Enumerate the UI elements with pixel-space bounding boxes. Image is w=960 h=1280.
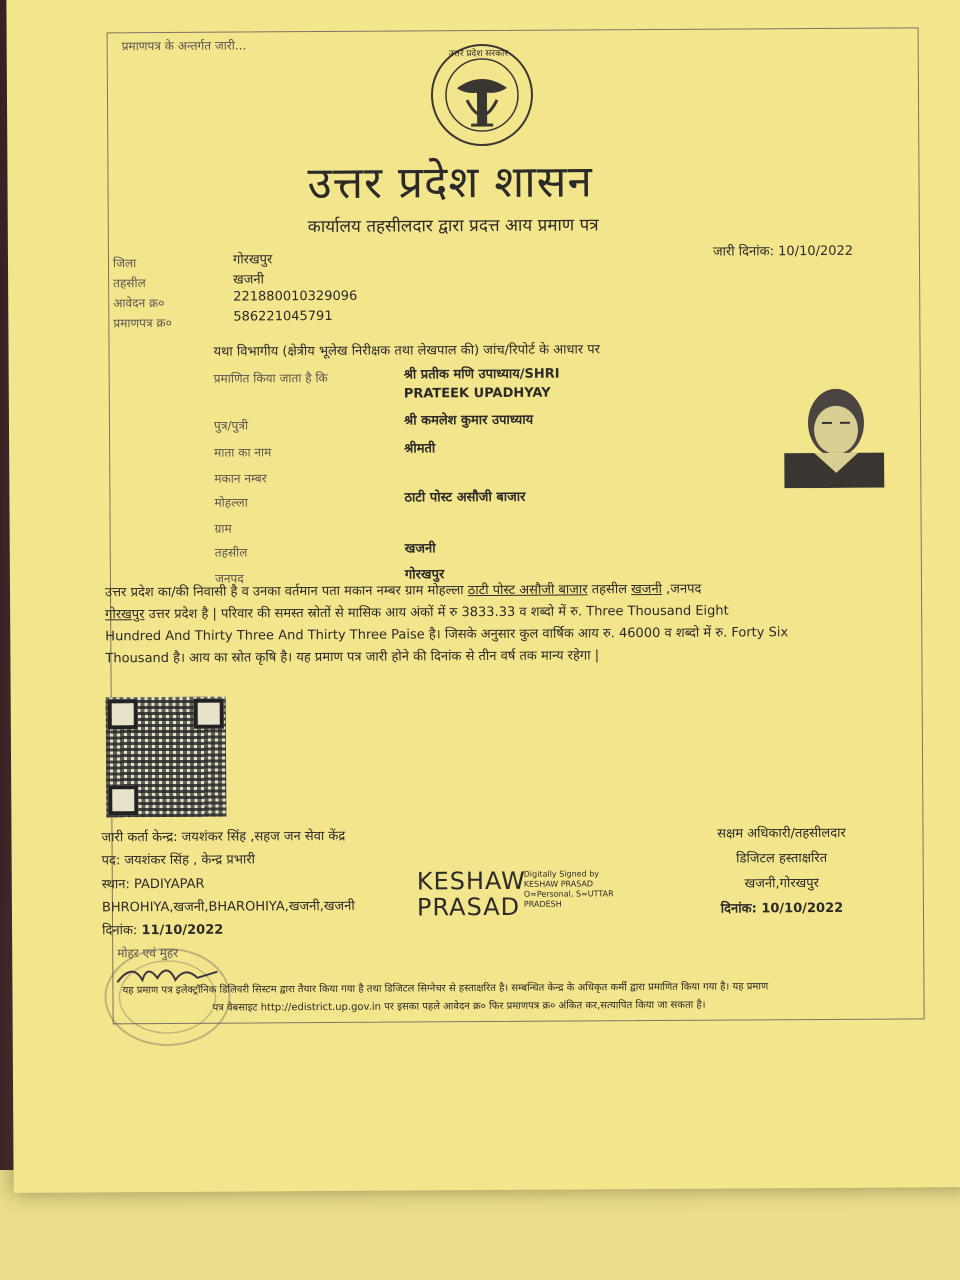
signer-name-line2: PRASAD [416,892,521,922]
janpad-value: गोरखपुर [404,567,445,583]
paragraph-line-4: Thousand है। आय का स्रोत कृषि है। यह प्रमाण पत्र जारी होने की दिनांक से तीन वर्ष तक मान्य रहेगा | [105,648,600,667]
holder-name-line2: PRATEEK UPADHYAY [403,385,551,402]
application-no: 221880010329096 [233,288,358,305]
issuer-post: पद: जयशंकर सिंह , केन्द्र प्रभारी [101,852,256,869]
certificate-paper [6,0,960,1193]
tehsil2-label: तहसील [214,545,248,560]
holder-name-line1: श्री प्रतीक मणि उपाध्याय/SHRI [403,366,560,383]
certify-label: प्रमाणित किया जाता है कि [213,370,328,386]
house-label: मकान नम्बर [214,471,267,486]
footer-note [122,977,922,1018]
authority-date: 10/10/2022 [761,900,844,917]
tehsil-value: खजनी [233,272,265,288]
paragraph-line-1: उत्तर प्रदेश का/की निवासी है व उनका वर्तमान पता मकान नम्बर ग्राम मोहल्ला ठाटी पोस्ट असौजी बाजार तहसील खजनी ,जनपद [104,581,702,601]
page-title: उत्तर प्रदेश शासन [307,156,593,210]
father-label: पुत्र/पुत्री [213,418,249,433]
mohalla-label: मोहल्ला [214,495,248,510]
page-subtitle: कार्यालय तहसीलदार द्वारा प्रदत्त आय प्रमाण पत्र [307,215,599,238]
footer-line-2: पत्र वेबसाइट http://edistrict.up.gov.in पर इसका पहले आवेदन क्र० फिर प्रमाणपत्र क्र० अंकित कर,सत्यापित किया जा सकता है। [212,999,706,1014]
certificate-no-label: प्रमाणपत्र क्र० [113,315,172,331]
up-emblem-icon [427,40,538,151]
issuer-place-line1: PADIYAPAR [133,876,205,893]
emblem-text: उत्तर प्रदेश सरकार [448,48,509,60]
issuer-date-label: दिनांक: [102,923,138,939]
issuer-place-line2: BHROHIYA,खजनी,BHAROHIYA,खजनी,खजनी [101,898,355,916]
paragraph-mohalla: ठाटी पोस्ट असौजी बाजार [467,582,588,599]
digital-signature [417,868,526,921]
top-note: प्रमाणपत्र के अन्तर्गत जारी... [121,38,247,54]
seal-label: मोहर एवं मुहर [117,945,179,961]
application-no-label: आवेदन क्र० [113,295,165,311]
holder-photo [784,378,885,489]
footer-line-1: यह प्रमाण पत्र इलेक्ट्रॉनिक डिलिवरी सिस्टम द्वारा तैयार किया गया है तथा डिजिटल सिग्नेचर से हस्ताक्षरित है। सम्बन्धित केन्द्र के अधिकृत कर्मी द्वारा प्रमाणित किया गया है। यह प्रमाण [122,981,769,997]
father-value: श्री कमलेश कुमार उपाध्याय [403,412,534,429]
authority-digital: डिजिटल हस्ताक्षरित [736,850,828,867]
paragraph-janpad: गोरखपुर [105,607,145,623]
issuer-place-label: स्थान: [101,877,130,893]
qr-code [106,697,227,818]
paragraph-tehsil: खजनी [631,581,663,598]
tehsil-label: तहसील [113,276,146,291]
village-label: ग्राम [214,521,232,536]
mother-value: श्रीमती [404,441,436,457]
certificate-paragraph [105,578,896,671]
digital-signature-meta: Digitally Signed by KESHAW PRASAD O=Personal, S=UTTAR PRADESH [523,869,614,909]
intro-text: यथा विभागीय (क्षेत्रीय भूलेख निरीक्षक तथा लेखपाल की) जांच/रिपोर्ट के आधार पर [213,342,601,360]
mohalla-value: ठाटी पोस्ट असौजी बाजार [404,489,526,506]
certificate-no: 586221045791 [233,308,333,325]
authority-block [681,823,882,917]
issue-date-label: जारी दिनांक: [712,244,775,260]
paragraph-line-3: Hundred And Thirty Three And Thirty Three Paise है। जिसके अनुसार कुल वार्षिक आय रु. 46000 व शब्दो में रु. Forty Six [105,625,789,645]
issuer-date: 11/10/2022 [141,922,224,939]
tehsil2-value: खजनी [404,541,436,557]
janpad-label: जनपद [214,571,244,586]
mother-label: माता का नाम [214,445,272,460]
issue-date: 10/10/2022 [778,243,854,260]
district-value: गोरखपुर [232,252,273,268]
authority-date-label: दिनांक: [720,901,757,917]
paragraph-line-2: गोरखपुर उत्तर प्रदेश है | परिवार की समस्त स्रोतों से मासिक आय अंकों में रु 3833.33 व शब्दो में रु. Three Thousand Eight [105,603,729,623]
authority-place: खजनी,गोरखपुर [744,875,820,892]
signer-name-line1: KESHAW [416,866,526,896]
district-label: जिला [112,256,137,271]
issuer-center: जारी कर्ता केन्द्र: जयशंकर सिंह ,सहज जन सेवा केंद्र [101,828,346,846]
authority-title: सक्षम अधिकारी/तहसीलदार [717,825,846,842]
